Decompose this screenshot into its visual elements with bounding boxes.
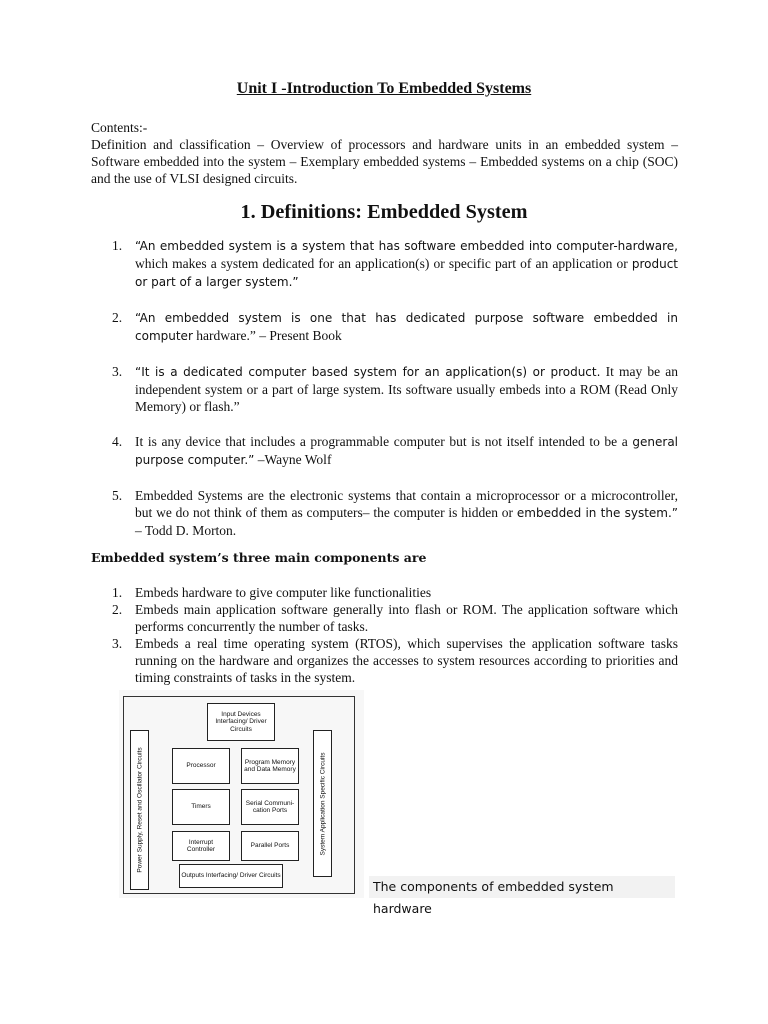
page-title: Unit I -Introduction To Embedded Systems xyxy=(236,80,532,97)
list-item xyxy=(91,309,678,345)
list-item xyxy=(91,635,678,686)
definition-text: Embedded Systems are the electronic systems that contain a microprocessor or a microcontroller, but we do not think of them as computers– the computer is hidden or xyxy=(135,488,678,520)
components-heading: Embedded system’s three main components are xyxy=(91,550,427,565)
list-item xyxy=(91,433,678,469)
definition-text: “An embedded system is one that has dedicated purpose software embedded in computer xyxy=(135,311,678,343)
list-number: 4. xyxy=(112,434,123,449)
definition-text: It may be an independent system or a part of large system. Its software usually embeds into a ROM (Read Only Memory) or flash.” xyxy=(135,364,678,414)
contents-text: Definition and classification – Overview of processors and hardware units in an embedded system – Software embedded into the system – Exemplary embedded systems – Embedded systems on a chip (SOC) and the use of VLSI designed circuits. xyxy=(91,137,678,186)
list-item xyxy=(91,584,678,601)
parallel-ports-box: Parallel Ports xyxy=(241,831,299,861)
processor-box: Processor xyxy=(172,748,230,784)
definition-text: general purpose computer.” xyxy=(135,435,678,467)
list-item xyxy=(91,363,678,415)
list-item xyxy=(91,487,678,539)
definition-text: “An embedded system is a system that has software embedded into computer-hardware, xyxy=(135,239,678,253)
list-number: 5. xyxy=(112,488,123,503)
app-specific-label: System Application Specific Circuits xyxy=(319,752,326,855)
list-number: 2. xyxy=(112,602,123,617)
definition-text: which makes a system dedicated for an application(s) or specific part of an application or xyxy=(135,256,632,271)
definition-text: –Wayne Wolf xyxy=(254,452,332,467)
list-number: 1. xyxy=(112,238,123,253)
definitions-heading: 1. Definitions: Embedded System xyxy=(240,201,528,223)
figure-caption: The components of embedded system hardware xyxy=(369,876,675,898)
outputs-box: Outputs Interfacing/ Driver Circuits xyxy=(179,864,283,888)
definition-text: product or part of a larger system.” xyxy=(135,257,678,289)
components-list xyxy=(91,584,678,686)
list-item xyxy=(91,601,678,635)
list-number: 2. xyxy=(112,310,123,325)
power-supply-label: Power Supply, Reset and Oscillator Circuits xyxy=(136,747,143,873)
interrupt-controller-box: Interrupt Controller xyxy=(172,831,230,861)
serial-ports-box: Serial Communi- cation Ports xyxy=(241,789,299,825)
component-text: Embeds hardware to give computer like functionalities xyxy=(135,585,432,600)
input-devices-box: Input Devices Interfacing/ Driver Circuits xyxy=(207,703,275,741)
definition-text: “It is a dedicated computer based system for an application(s) or product. xyxy=(135,365,601,379)
program-memory-box: Program Memory and Data Memory xyxy=(241,748,299,784)
timers-box: Timers xyxy=(172,789,230,825)
definition-text: It is any device that includes a programmable computer but is not itself intended to be a xyxy=(135,434,633,449)
contents-block xyxy=(91,119,678,187)
app-specific-box xyxy=(313,730,332,877)
contents-label: Contents:- xyxy=(91,120,148,135)
component-text: Embeds main application software generally into flash or ROM. The application software which performs concurrently the number of tasks. xyxy=(135,602,678,634)
power-supply-box xyxy=(130,730,149,890)
definition-text: embedded in the system.” xyxy=(516,506,678,520)
hardware-components-figure xyxy=(119,690,679,916)
list-item xyxy=(91,237,678,291)
definitions-list xyxy=(91,237,678,557)
list-number: 3. xyxy=(112,364,123,379)
component-text: Embeds a real time operating system (RTOS), which supervises the application software tasks running on the hardware and organizes the accesses to system resources according to priorities and timing constraints of tasks in the system. xyxy=(135,636,678,685)
definition-text: – Todd D. Morton. xyxy=(135,523,237,538)
list-number: 1. xyxy=(112,585,123,600)
list-number: 3. xyxy=(112,636,123,651)
definition-text: hardware.” – Present Book xyxy=(192,328,342,343)
hardware-block-diagram xyxy=(119,690,364,898)
